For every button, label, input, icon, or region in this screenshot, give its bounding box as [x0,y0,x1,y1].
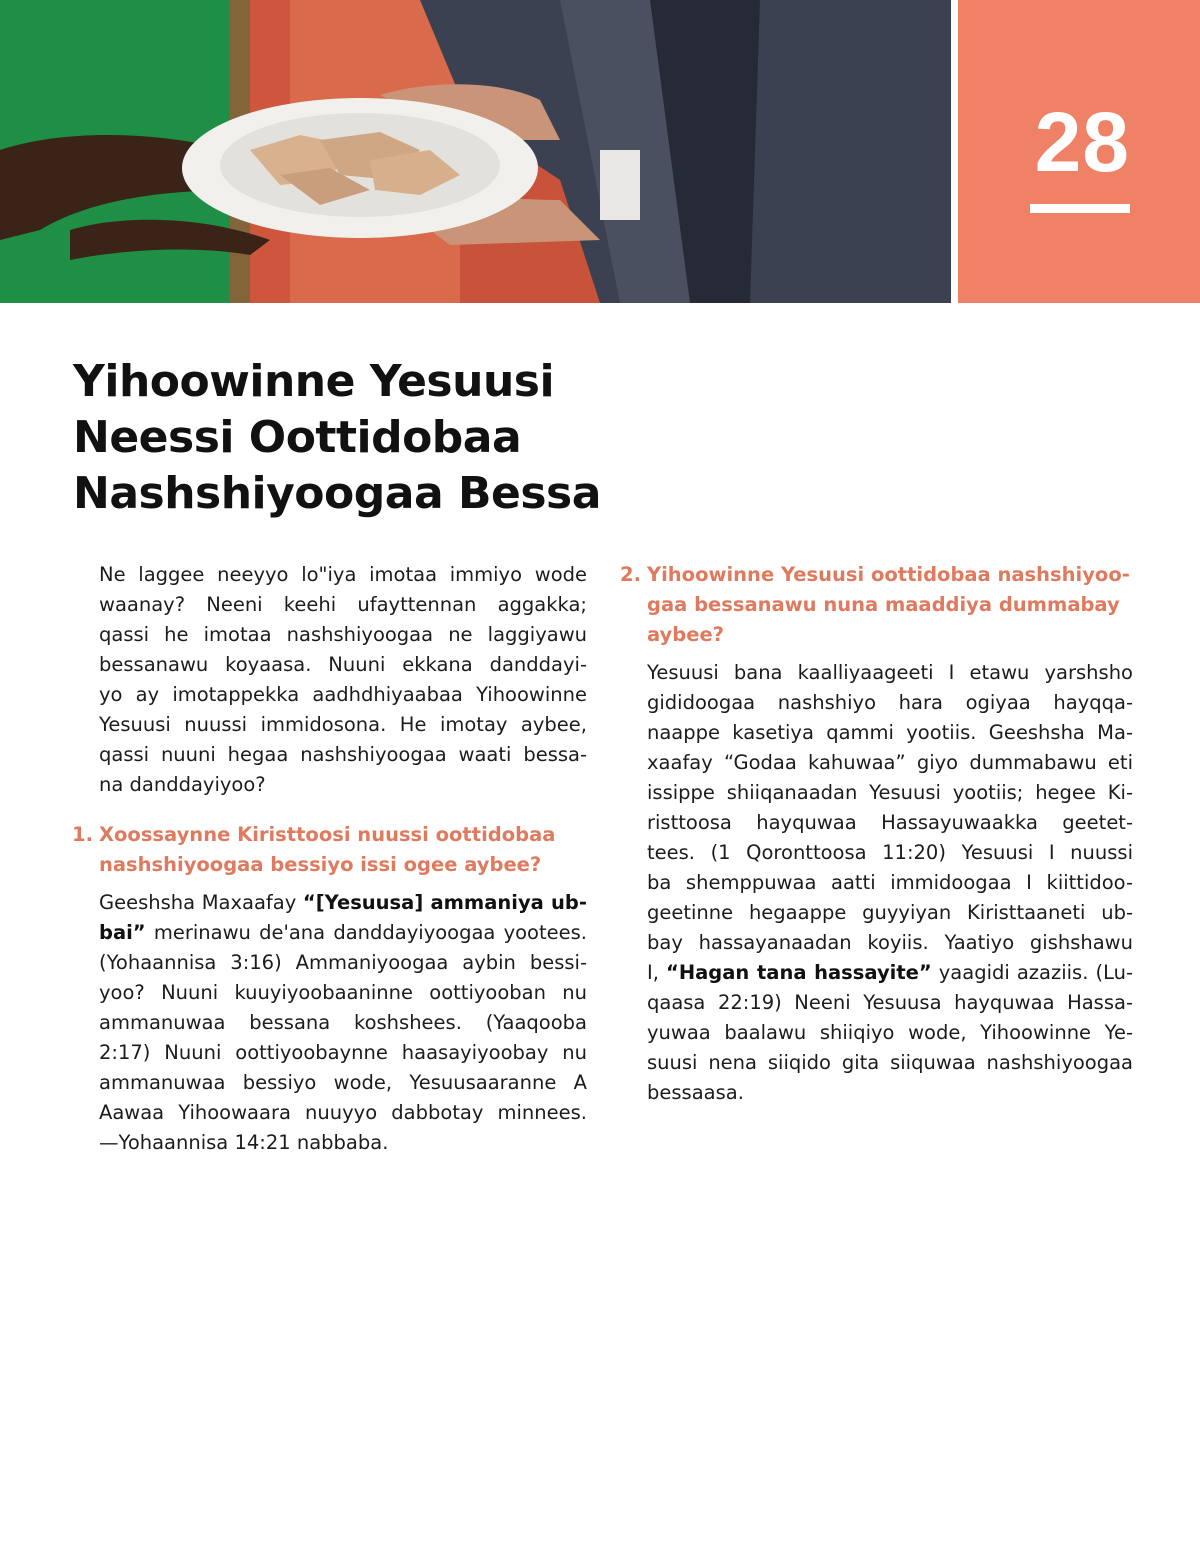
left-column [72,560,587,1158]
title-line: Yihoowinne Yesuusi [73,356,555,407]
body-line: (Yohaannisa 3:16) Ammaniyoogaa aybin bessi- [99,951,587,974]
body-line: suusi nena siiqido gita siiquwaa nashshiyoogaa [647,1051,1133,1074]
body-line: ammanuwaa bessana koshshees. (Yaaqooba [99,1011,587,1034]
body-line: bessaasa. [647,1081,744,1104]
heading-line: gaa bessanawu nuna maaddiya dummabay [647,593,1120,616]
scripture-quote: bai” [99,921,146,944]
scripture-quote: “[Yesuusa] ammaniya ub- [302,891,587,914]
intro-paragraph [72,560,587,800]
body-line: tees. (1 Qoronttoosa 11:20) Yesuusi I nuussi [647,841,1133,864]
section-2-number: 2. [620,563,641,586]
heading-line: Yihoowinne Yesuusi oottidobaa nashshiyoo- [647,563,1130,586]
body-line: bay hassayanaadan koyiis. Yaatiyo gishshawu [647,931,1133,954]
lesson-number-underline [1030,204,1130,213]
section-1-body [72,888,587,1158]
intro-line: Yesuusi nuussi immidosona. He imotay aybee, [99,713,587,736]
intro-line: na danddayiyoo? [99,773,266,796]
body-line: —Yohaannisa 14:21 nabbaba. [99,1131,389,1154]
heading-line: Xoossaynne Kiristtoosi nuussi oottidobaa [99,823,556,846]
body-line: qaasa 22:19) Neeni Yesuusa hayquwaa Hassa- [647,991,1133,1014]
page-title [73,354,601,522]
body-text: yaagidi azaziis. (Lu- [931,961,1133,984]
body-line: risttoosa hayquwaa Hassayuwaakka geetet- [647,811,1133,834]
scripture-quote: “Hagan tana hassayite” [666,961,932,984]
body-line: issippe shiiqanaadan Yesuusi yootiis; hegee Ki- [647,781,1133,804]
body-line: ba shemppuwaa aatti immidoogaa I kiittidoo- [647,871,1133,894]
header-photo [0,0,951,303]
body-line: naappe kasetiya qammi yootiis. Geeshsha Ma- [647,721,1133,744]
communion-bread-photo [0,0,951,303]
section-1-heading [72,820,587,880]
body-text: I, [647,961,667,984]
body-line: Yesuusi bana kaalliyaageeti I etawu yarshsho [647,661,1133,684]
heading-line: nashshiyoogaa bessiyo issi ogee aybee? [99,853,542,876]
section-2-heading [620,560,1133,650]
body-text: merinawu de'ana danddayiyoogaa yootees. [145,921,587,944]
body-line: 2:17) Nuuni oottiyoobaynne haasayiyoobay nu [99,1041,587,1064]
intro-line: waanay? Neeni keehi ufayttennan aggakka; [99,593,587,616]
body-line: Aawaa Yihoowaara nuuyyo dabbotay minnees. [99,1101,587,1124]
body-text: Geeshsha Maxaafay [99,891,303,914]
section-2-body [620,658,1133,1108]
heading-line: aybee? [647,623,724,646]
section-1-number: 1. [72,823,93,846]
body-line: yuwaa baalawu shiiqiyo wode, Yihoowinne Ye- [647,1021,1133,1044]
intro-line: qassi nuuni hegaa nashshiyoogaa waati bessa- [99,743,587,766]
title-line: Nashshiyoogaa Bessa [73,468,601,519]
body-line: yoo? Nuuni kuuyiyoobaaninne oottiyooban nu [99,981,587,1004]
right-column [620,560,1133,1108]
body-line: geetinne hegaappe guyyiyan Kiristtaaneti ub- [647,901,1133,924]
body-line: ammanuwaa bessiyo wode, Yesuusaaranne A [99,1071,587,1094]
intro-line: qassi he imotaa nashshiyoogaa ne laggiyawu [99,623,587,646]
intro-line: yo ay imotappekka aadhdhiyaabaa Yihoowinne [99,683,587,706]
lesson-number: 28 [1034,95,1130,189]
title-line: Neessi Oottidobaa [73,412,522,463]
body-line: xaafay “Godaa kahuwaa” giyo dummabawu eti [647,751,1133,774]
intro-line: Ne laggee neeyyo lo"iya imotaa immiyo wode [99,563,587,586]
lesson-number-block [958,0,1200,303]
intro-line: bessanawu koyaasa. Nuuni ekkana danddayi- [99,653,587,676]
body-line: gididoogaa nashshiyo hara ogiyaa hayqqa- [647,691,1133,714]
